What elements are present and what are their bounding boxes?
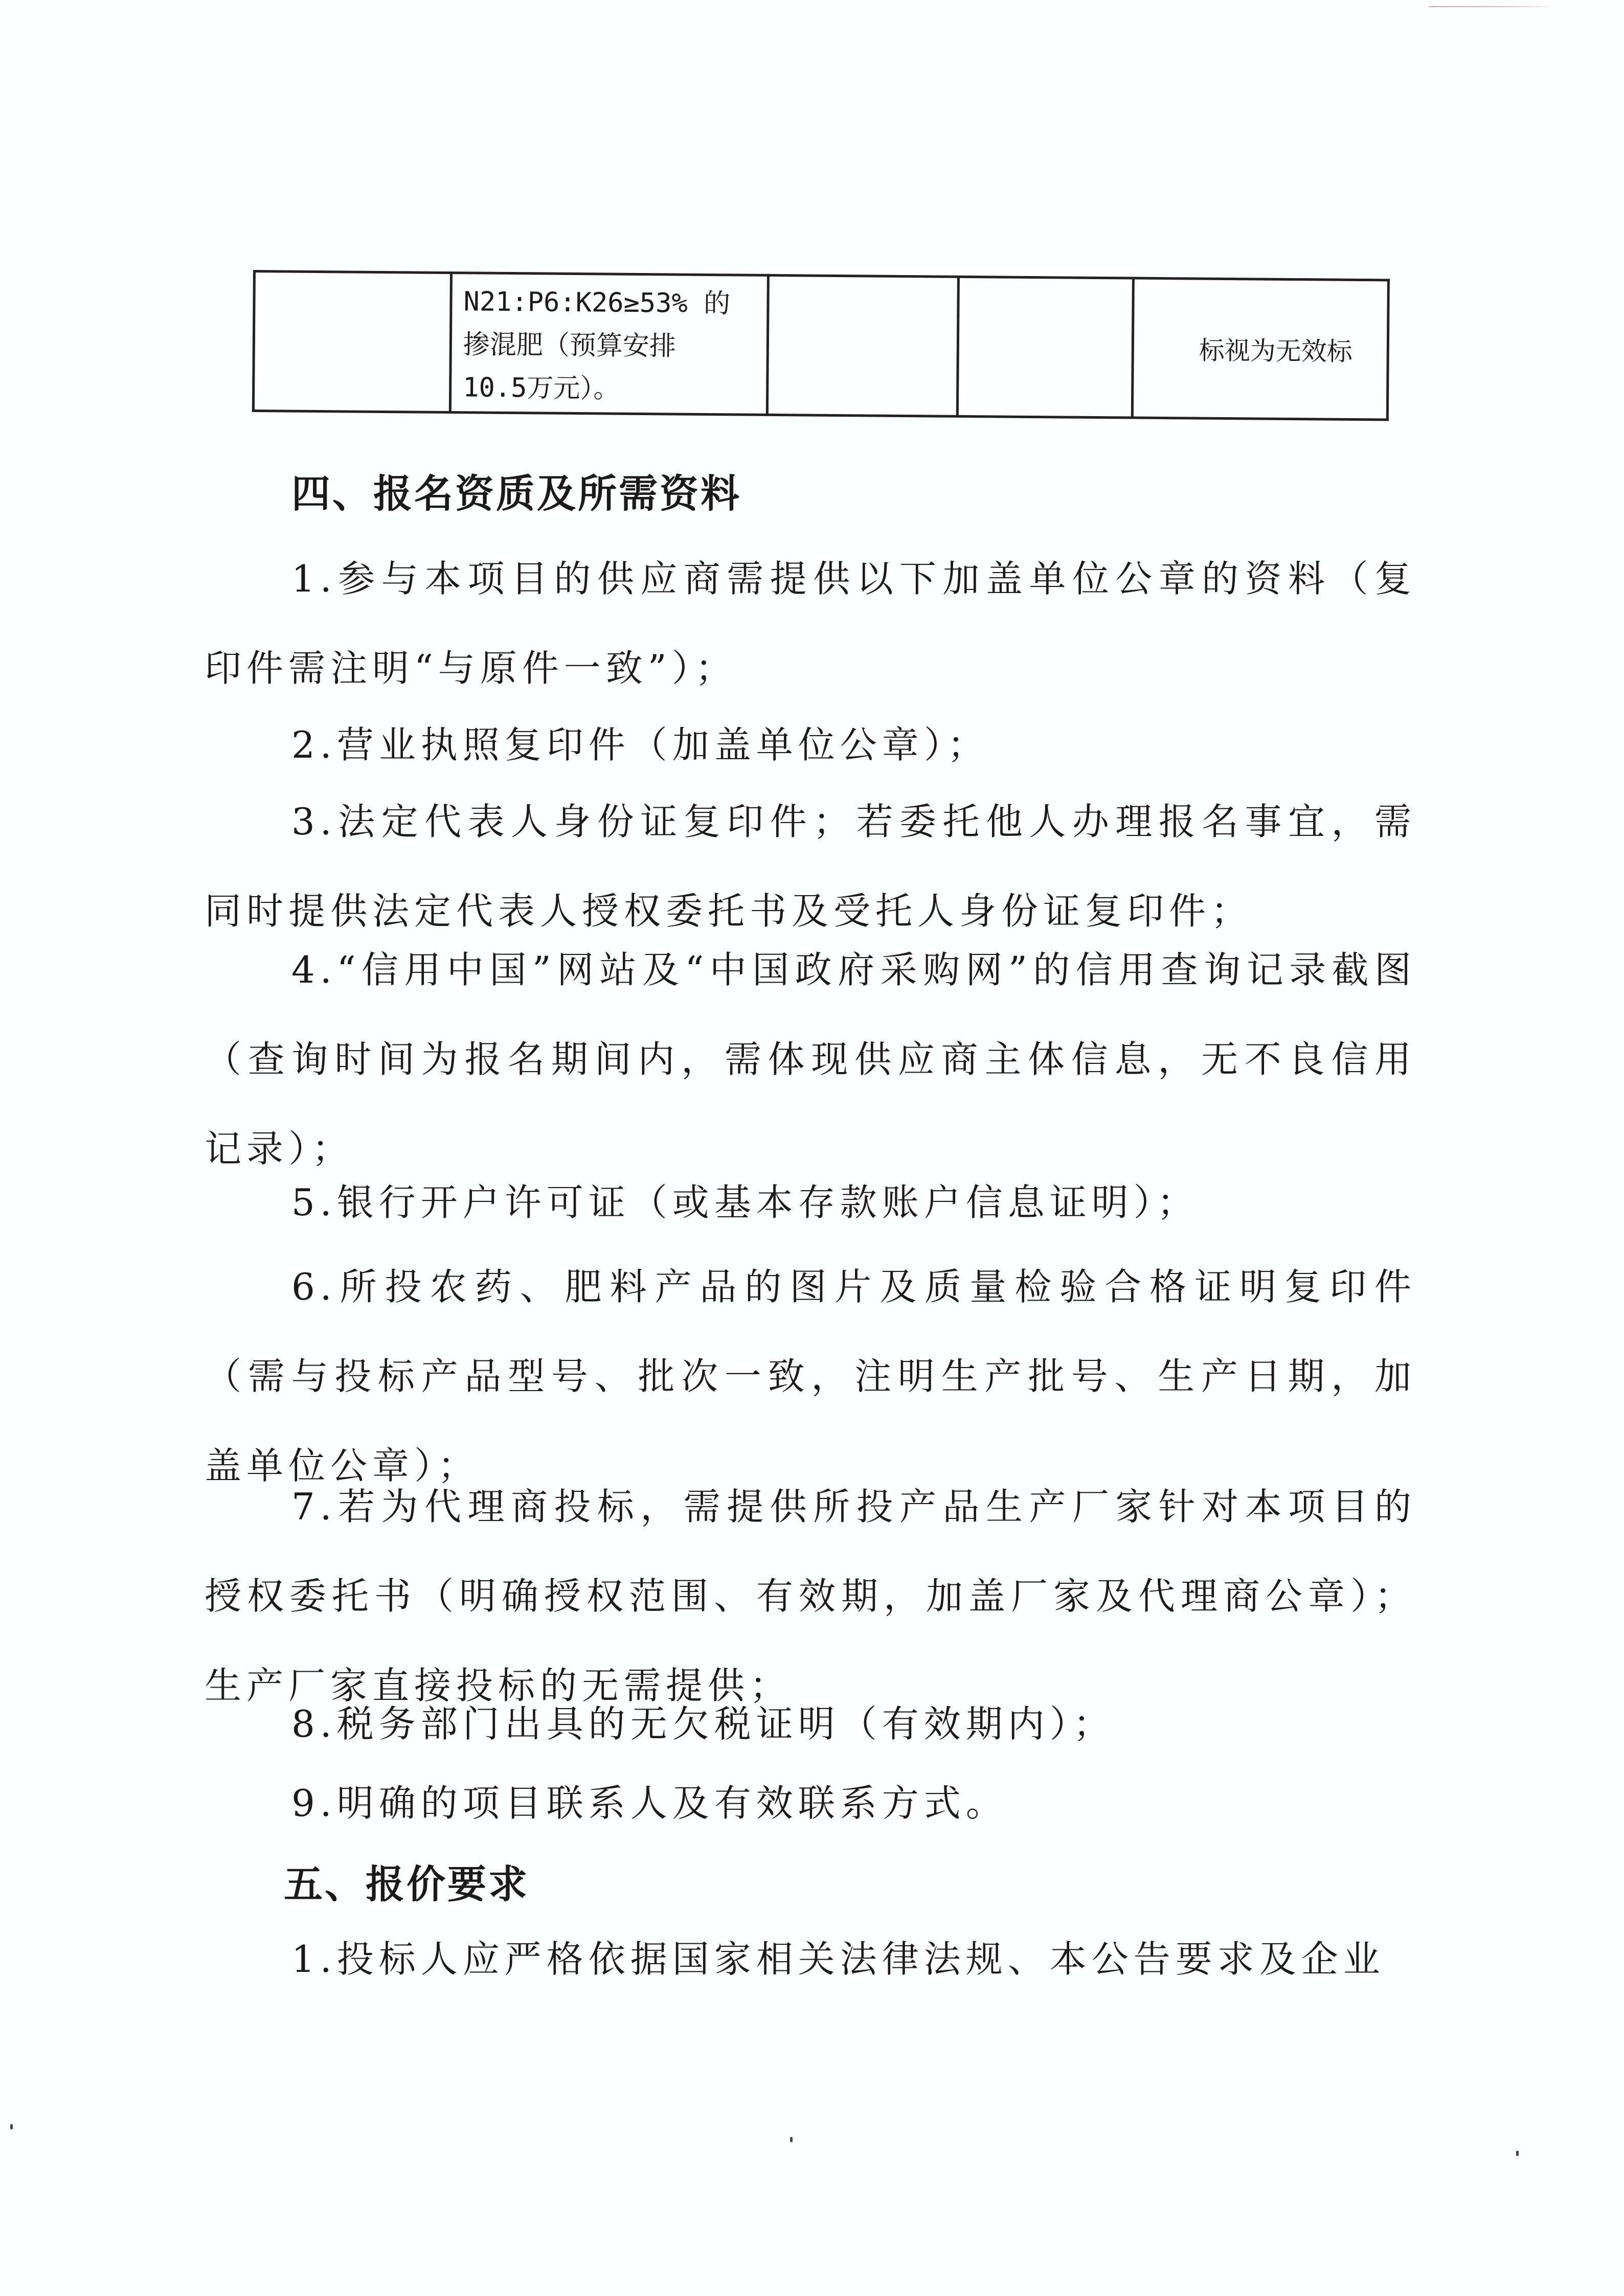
- requirement-item-9: 9.明确的项目联系人及有效联系方式。: [291, 1782, 1008, 1825]
- quotation-item-1: 1.投标人应严格依据国家相关法律法规、本公告要求及企业: [291, 1938, 1385, 1981]
- scan-speck: [790, 2137, 793, 2142]
- scan-speck: [10, 2124, 13, 2129]
- requirement-item-1: 1.参与本项目的供应商需提供以下加盖单位公章的资料（复印件需注明“与原件一致”）；: [205, 557, 1416, 690]
- item-description-line: N21:P6:K26≥53% 的: [463, 286, 731, 320]
- scan-speck: [1516, 2151, 1519, 2156]
- table-cell-empty: [767, 275, 958, 416]
- table-cell-empty: [957, 277, 1133, 418]
- requirement-item-6: 6.所投农药、肥料产品的图片及质量检验合格证明复印件（需与投标产品型号、批次一致，注明生产批号、生产日期，加盖单位公章）；: [205, 1265, 1416, 1487]
- table-cell-remark: [1132, 278, 1388, 420]
- item-description-text: [452, 276, 767, 412]
- section-heading-qualifications: 四、报名资质及所需资料: [291, 471, 741, 516]
- item-description-line: 10.5万元）。: [462, 372, 620, 404]
- requirement-item-4: 4.“信用中国”网站及“中国政府采购网”的信用查询记录截图（查询时间为报名期间内，需体现供应商主体信息，无不良信用记录）；: [205, 948, 1416, 1170]
- table-cell-index: [253, 271, 451, 413]
- requirement-item-7: 7.若为代理商投标，需提供所投产品生产厂家针对本项目的授权委托书（明确授权范围、有效期，加盖厂家及代理商公章）；生产厂家直接投标的无需提供；: [205, 1485, 1416, 1707]
- requirements-table-fragment: [252, 270, 1374, 421]
- scan-edge-mark: [1429, 6, 1557, 7]
- requirement-item-3: 3.法定代表人身份证复印件；若委托他人办理报名事宜，需同时提供法定代表人授权委托书及受托人身份证复印件；: [205, 800, 1416, 933]
- requirement-item-2: 2.营业执照复印件（加盖单位公章）；: [291, 723, 989, 766]
- requirement-item-8: 8.税务部门出具的无欠税证明（有效期内）；: [291, 1702, 1115, 1745]
- remark-text: 标视为无效标: [1199, 335, 1353, 367]
- section-heading-quotation: 五、报价要求: [284, 1861, 529, 1907]
- requirements-table: [252, 270, 1390, 421]
- item-description-line: 掺混肥（预算安排: [463, 329, 676, 362]
- requirement-item-5: 5.银行开户许可证（或基本存款账户信息证明）；: [291, 1181, 1199, 1224]
- table-row: [253, 271, 1388, 420]
- table-cell-item-description: [450, 273, 768, 415]
